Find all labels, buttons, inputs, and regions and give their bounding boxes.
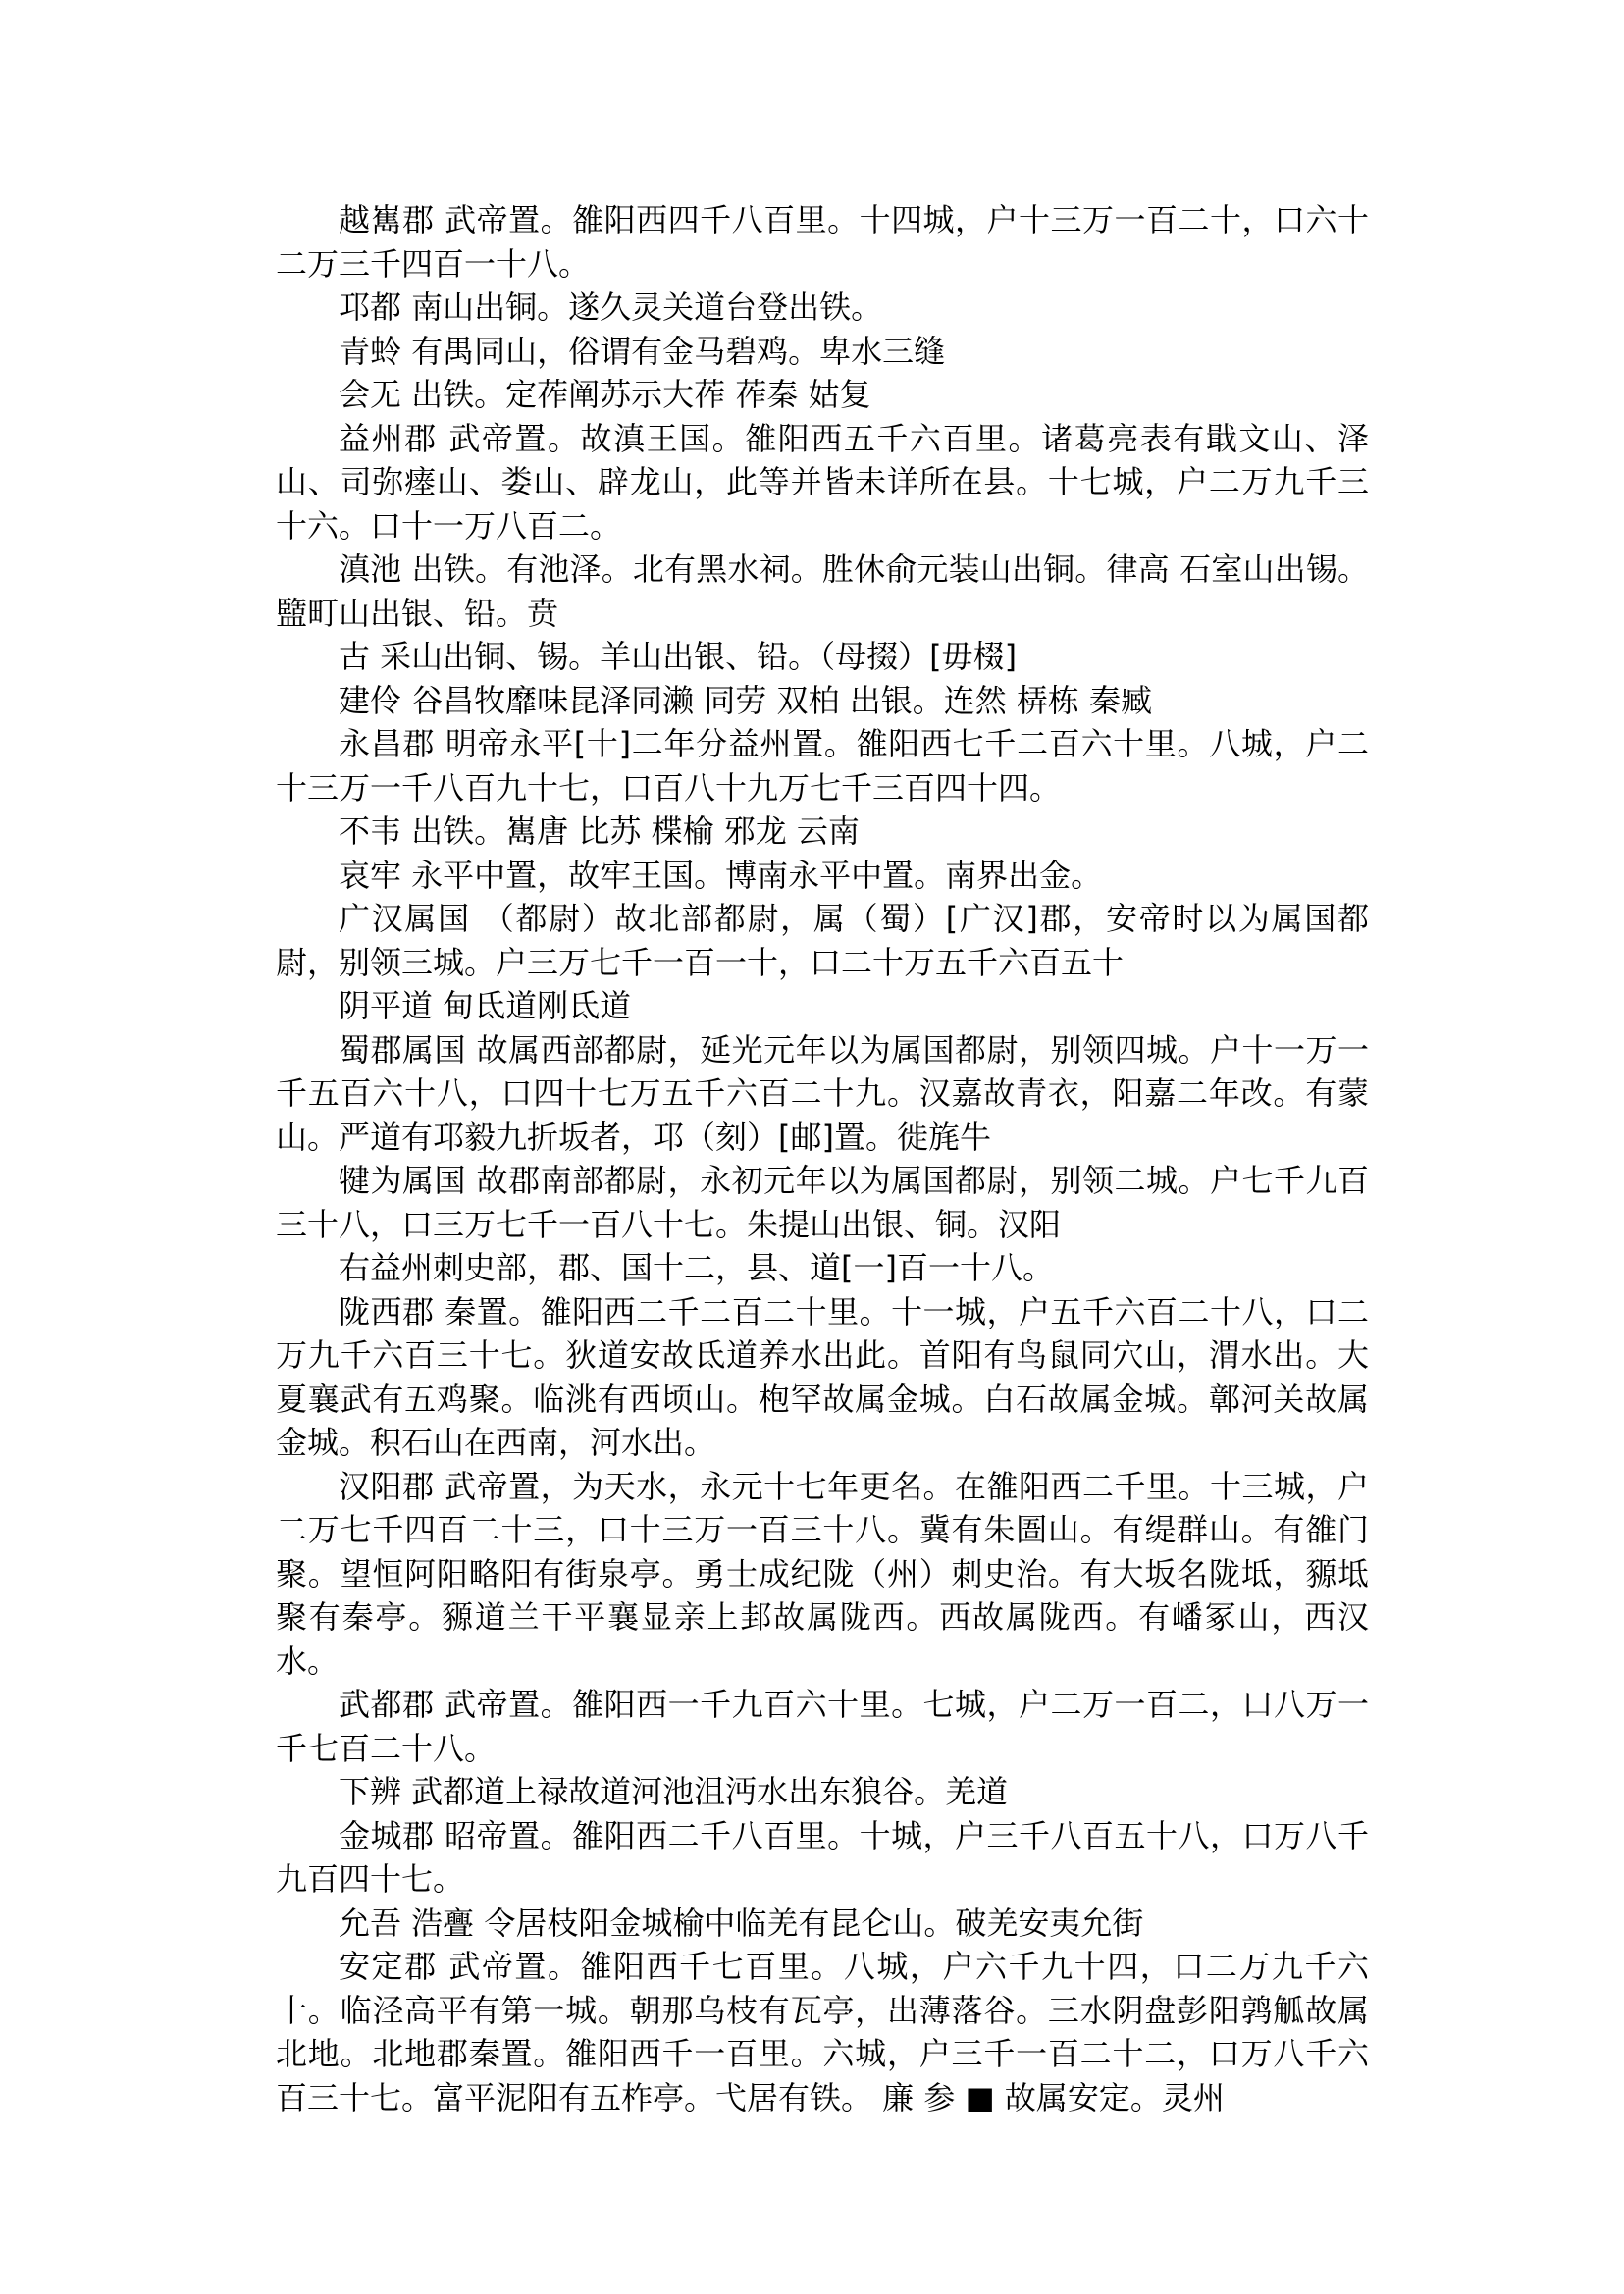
paragraph: 广汉属国 （都尉）故北部都尉，属（蜀）[广汉]郡，安帝时以为属国都尉，别领三城。户三万七千一百一十，口二十万五千六百五十	[276, 900, 1369, 981]
page-text	[276, 198, 1369, 2119]
paragraph: 青蛉 有禺同山，俗谓有金马碧鸡。卑水三缝	[339, 332, 946, 370]
paragraph: 安定郡 武帝置。雒阳西千七百里。八城，户六千九十四，口二万九千六十。临泾高平有第一城。朝那乌枝有瓦亭，出薄落谷。三水阴盘彭阳鹑觚故属北地。北地郡秦置。雒阳西千一百里。六城，户三千一百二十二，口万八千六百三十七。富平泥阳有五柞亭。弋居有铁。 廉 参 ■ 故属安定。灵州	[276, 1948, 1369, 2116]
paragraph: 陇西郡 秦置。雒阳西二千二百二十里。十一城，户五千六百二十八，口二万九千六百三十七。狄道安故氐道养水出此。首阳有鸟鼠同穴山，渭水出。大夏襄武有五鸡聚。临洮有西顷山。枹罕故属金城。白石故属金城。鄣河关故属金城。积石山在西南，河水出。	[276, 1292, 1369, 1461]
paragraph: 武都郡 武帝置。雒阳西一千九百六十里。七城，户二万一百二，口八万一千七百二十八。	[276, 1686, 1369, 1767]
paragraph: 允吾 浩亹 令居枝阳金城榆中临羌有昆仑山。破羌安夷允街	[339, 1903, 1144, 1942]
paragraph: 古 采山出铜、锡。羊山出银、铅。（母掇）[毋棳]	[339, 638, 1018, 675]
paragraph: 邛都 南山出铜。遂久灵关道台登出铁。	[339, 288, 883, 326]
paragraph: 越嶲郡 武帝置。雒阳西四千八百里。十四城，户十三万一百二十，口六十二万三千四百一十八。	[276, 201, 1369, 283]
paragraph: 会无 出铁。定莋阐苏示大莋 莋秦 姑复	[339, 376, 871, 413]
paragraph: 右益州刺史部，郡、国十二，县、道[一]百一十八。	[339, 1249, 1054, 1286]
paragraph: 金城郡 昭帝置。雒阳西二千八百里。十城，户三千八百五十八，口万八千九百四十七。	[276, 1816, 1369, 1898]
paragraph: 哀牢 永平中置，故牢王国。博南永平中置。南界出金。	[339, 856, 1103, 894]
paragraph: 下辨 武都道上禄故道河池沮沔水出东狼谷。羌道	[339, 1773, 1009, 1810]
paragraph: 益州郡 武帝置。故滇王国。雒阳西五千六百里。诸葛亮表有戢文山、泽山、司弥瘗山、娄山、辟龙山，此等并皆未详所在县。十七城，户二万九千三十六。口十一万八百二。	[276, 419, 1369, 545]
paragraph: 永昌郡 明帝永平[十]二年分益州置。雒阳西七千二百六十里。八城，户二十三万一千八百九十七，口百八十九万七千三百四十四。	[276, 725, 1369, 807]
paragraph: 滇池 出铁。有池泽。北有黑水祠。胜休俞元装山出铜。律高 石室山出锡。盬町山出银、铅。贲	[276, 550, 1369, 632]
paragraph: 犍为属国 故郡南部都尉，永初元年以为属国都尉，别领二城。户七千九百三十八，口三万七千一百八十七。朱提山出银、铜。汉阳	[276, 1162, 1369, 1243]
paragraph: 建伶 谷昌牧靡味昆泽同濑 同劳 双柏 出银。连然 梇栋 秦臧	[339, 681, 1153, 719]
paragraph: 汉阳郡 武帝置，为天水，永元十七年更名。在雒阳西二千里。十三城，户二万七千四百二十三，口十三万一百三十八。冀有朱圄山。有缇群山。有雒门聚。望恒阿阳略阳有街泉亭。勇士成纪陇（州）刺史治。有大坂名陇坻，豲坻聚有秦亭。豲道兰干平襄显亲上邽故属陇西。西故属陇西。有嶓冢山，西汉水。	[276, 1467, 1369, 1680]
paragraph: 不韦 出铁。嶲唐 比苏 楪榆 邪龙 云南	[339, 812, 860, 850]
paragraph: 阴平道 甸氐道刚氐道	[339, 987, 632, 1024]
paragraph: 蜀郡属国 故属西部都尉，延光元年以为属国都尉，别领四城。户十一万一千五百六十八，口四十七万五千六百二十九。汉嘉故青衣，阳嘉二年改。有蒙山。严道有邛毅九折坂者，邛（刻）[邮]置。徙旄牛	[276, 1030, 1369, 1156]
